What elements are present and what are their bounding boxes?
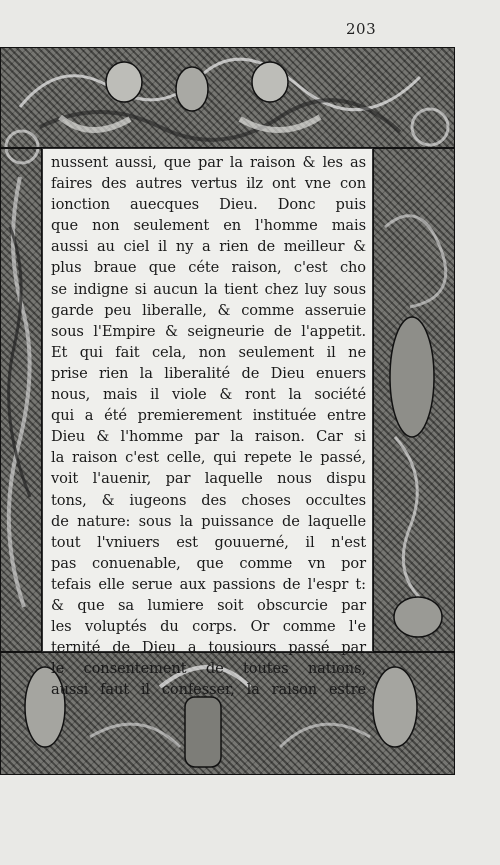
text-line: Et qui fait cela, non seulement il ne (51, 343, 366, 361)
text-line: tefais elle serue aux passions de l'espr t: (51, 575, 366, 593)
text-line: nous, mais il viole & ront la société (51, 386, 366, 404)
text-line: garde peu liberalle, & comme asseruie (51, 301, 366, 319)
text-line: le consentement de toutes nations, (51, 660, 366, 678)
text-line: tons, & iugeons des choses occultes (51, 491, 366, 509)
text-line: ionction auecques Dieu. Donc puis (51, 196, 366, 214)
text-line: se indigne si aucun la tient chez luy sous (51, 280, 366, 298)
text-line: tout l'vniuers est gouuerné, il n'est (51, 533, 366, 551)
text-line: qui a été premierement instituée entre (51, 407, 366, 425)
text-line: & que sa lumiere soit obscurcie par (51, 596, 366, 614)
text-line: prise rien la liberalité de Dieu enuers (51, 364, 366, 382)
text-line: sous l'Empire & seigneurie de l'appetit. (51, 322, 366, 340)
text-line: de nature: sous la puissance de laquelle (51, 512, 366, 530)
text-block (42, 148, 373, 699)
text-line: aussi au ciel il ny a rien de meilleur & (51, 238, 366, 256)
text-line: nussent aussi, que par la raison & les as (51, 154, 366, 171)
text-line: aussi faut il confesser, la raison estre (51, 681, 366, 699)
text-line: plus braue que céte raison, c'est cho (51, 259, 366, 277)
text-line: pas conuenable, que comme vn por (51, 554, 366, 572)
text-line: les voluptés du corps. Or comme l'e (51, 618, 366, 636)
text-line: ternité de Dieu a tousiours passé par (51, 639, 366, 657)
text-line: Dieu & l'homme par la raison. Car si (51, 428, 366, 446)
text-line: faires des autres vertus ilz ont vne con (51, 175, 366, 193)
text-line: voit l'auenir, par laquelle nous dispu (51, 470, 366, 488)
text-line: la raison c'est celle, qui repete le passé, (51, 449, 366, 467)
page-number: 203 (346, 20, 377, 38)
text-line: que non seulement en l'homme mais (51, 217, 366, 235)
